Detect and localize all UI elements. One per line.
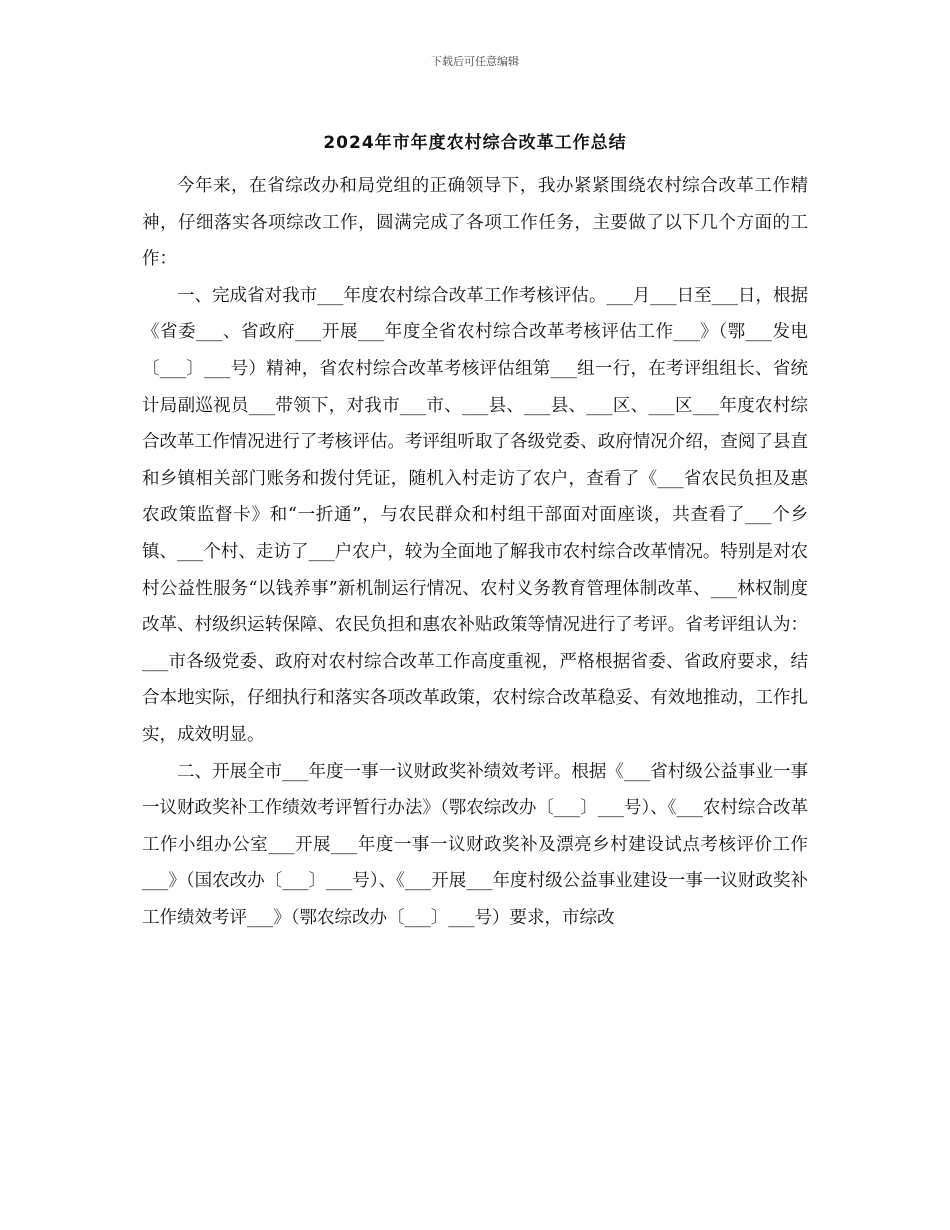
paragraph-intro: 今年来，在省综改办和局党组的正确领导下，我办紧紧围绕农村综合改革工作精神，仔细落实各项综改工作，圆满完成了各项工作任务，主要做了以下几个方面的工作： [142, 176, 808, 270]
paragraph-section-2: 二、开展全市___年度一事一议财政奖补绩效考评。根据《___省村级公益事业一事一议财政奖补工作绩效考评暂行办法》（鄂农综改办〔___〕___号）、《___农村综合改革工作小组办公室___开展___年度一事一议财政奖补及漂亮乡村建设试点考核评价工作___》（国农改办〔___〕___号）、《___开展___年度村级公益事业建设一事一议财政奖补工作绩效考评___》（鄂农综改办〔___〕___号）要求，市综改 [142, 761, 808, 928]
document-title: 2024年市年度农村综合改革工作总结 [323, 133, 627, 153]
document-body [142, 168, 808, 936]
page-header: 下载后可任意编辑 [431, 55, 519, 68]
paragraph-section-1: 一、完成省对我市___年度农村综合改革工作考核评估。___月___日至___日，根据《省委___、省政府___开展___年度全省农村综合改革考核评估工作___》（鄂___发电〔___〕___号）精神，省农村综合改革考核评估组第___组一行，在考评组组长、省统计局副巡视员___带领下，对我市___市、___县、___县、___区、___区___年度农村综合改革工作情况进行了考核评估。考评组听取了各级党委、政府情况介绍，查阅了县直和乡镇相关部门账务和拨付凭证，随机入村走访了农户，查看了《___省农民负担及惠农政策监督卡》和“一折通”，与农民群众和村组干部面对面座谈，共查看了___个乡镇、___个村、走访了___户农户，较为全面地了解我市农村综合改革情况。特别是对农村公益性服务“以钱养事”新机制运行情况、农村义务教育管理体制改革、___林权制度改革、村级织运转保障、农民负担和惠农补贴政策等情况进行了考评。省考评组认为：___市各级党委、政府对农村综合改革工作高度重视，严格根据省委、省政府要求，结合本地实际，仔细执行和落实各项改革政策，农村综合改革稳妥、有效地推动，工作扎实，成效明显。 [142, 285, 808, 745]
